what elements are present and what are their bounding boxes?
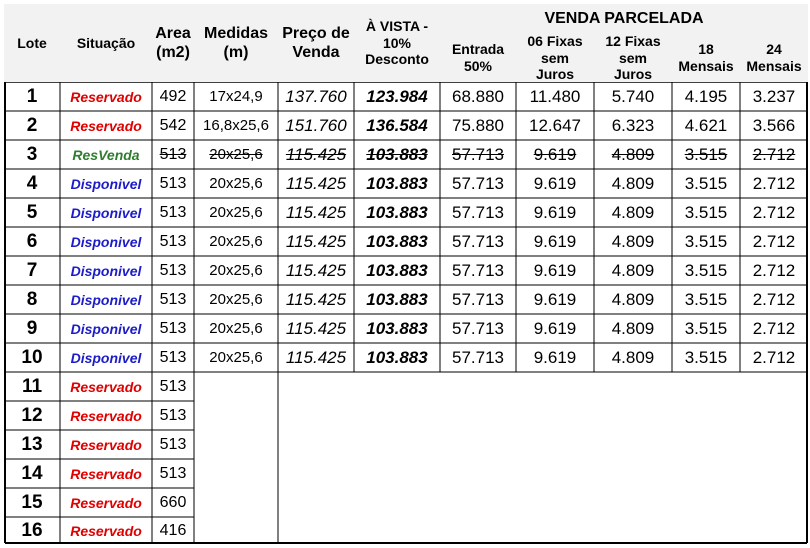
area-value: 416 [159, 521, 187, 539]
a-vista-value: 103.883 [366, 202, 428, 222]
situacao-status: Reservado [70, 522, 142, 539]
18-mensais-value: 3.515 [684, 260, 728, 280]
lote-number: 11 [21, 375, 43, 397]
preco-venda-value: 115.425 [285, 173, 347, 193]
24-mensais-value: 2.712 [752, 318, 796, 338]
entrada-value: 57.713 [452, 231, 504, 251]
situacao-status: Reservado [70, 494, 142, 511]
24-mensais-value: 2.712 [752, 144, 796, 164]
a-vista-value: 103.883 [366, 173, 428, 193]
18-mensais-value: 3.515 [684, 318, 728, 338]
12-fixas-value: 4.809 [611, 173, 655, 193]
12-fixas-value: 5.740 [611, 86, 655, 106]
lote-number: 16 [21, 519, 43, 541]
lote-number: 14 [21, 462, 43, 484]
area-value: 513 [159, 319, 187, 337]
12-fixas-value: 4.809 [611, 260, 655, 280]
06-fixas-value: 12.647 [529, 115, 581, 135]
header-medidas: Medidas (m) [194, 4, 278, 82]
preco-venda-value: 115.425 [285, 260, 347, 280]
12-fixas-value: 6.323 [611, 115, 655, 135]
06-fixas-value: 9.619 [533, 347, 577, 367]
header-preco: Preço de Venda [278, 4, 354, 82]
area-value: 513 [159, 232, 187, 250]
medidas-value: 17x24,9 [209, 88, 263, 105]
12-fixas-value: 4.809 [611, 289, 655, 309]
area-value: 492 [159, 87, 187, 105]
06-fixas-value: 9.619 [533, 318, 577, 338]
area-value: 513 [159, 203, 187, 221]
situacao-status: Reservado [70, 88, 142, 105]
entrada-value: 57.713 [452, 144, 504, 164]
medidas-value: 20x25,6 [209, 233, 263, 250]
a-vista-value: 103.883 [366, 231, 428, 251]
12-fixas-value: 4.809 [611, 318, 655, 338]
lote-number: 12 [21, 404, 43, 426]
area-value: 513 [159, 377, 187, 395]
lote-number: 7 [26, 259, 38, 281]
header-12-fixas: 12 Fixas sem Juros [594, 34, 672, 82]
header-24-mensais: 24 Mensais [740, 34, 808, 82]
a-vista-value: 103.883 [366, 260, 428, 280]
a-vista-value: 123.984 [366, 86, 428, 106]
medidas-value: 20x25,6 [209, 291, 263, 308]
12-fixas-value: 4.809 [611, 231, 655, 251]
area-value: 513 [159, 435, 187, 453]
a-vista-value: 136.584 [366, 115, 428, 135]
medidas-value: 20x25,6 [209, 320, 263, 337]
situacao-status: Disponivel [70, 349, 142, 366]
12-fixas-value: 4.809 [611, 144, 655, 164]
24-mensais-value: 2.712 [752, 289, 796, 309]
medidas-value: 20x25,6 [209, 262, 263, 279]
header-entrada: Entrada 50% [440, 34, 516, 82]
situacao-status: Reservado [70, 378, 142, 395]
situacao-status: Disponivel [70, 291, 142, 308]
situacao-status: Disponivel [70, 233, 142, 250]
header-a-vista: À VISTA - 10% Desconto [354, 4, 440, 82]
medidas-value: 20x25,6 [209, 349, 263, 366]
18-mensais-value: 4.195 [684, 86, 728, 106]
header-lote: Lote [4, 4, 60, 82]
area-value: 513 [159, 406, 187, 424]
preco-venda-value: 115.425 [285, 144, 347, 164]
a-vista-value: 103.883 [366, 289, 428, 309]
area-value: 660 [159, 493, 187, 511]
18-mensais-value: 4.621 [684, 115, 728, 135]
entrada-value: 75.880 [452, 115, 504, 135]
lote-number: 4 [26, 172, 38, 194]
medidas-value: 20x25,6 [209, 146, 263, 163]
preco-venda-value: 137.760 [285, 86, 347, 106]
lote-number: 3 [26, 143, 38, 165]
situacao-status: Reservado [70, 465, 142, 482]
area-value: 513 [159, 290, 187, 308]
a-vista-value: 103.883 [366, 347, 428, 367]
06-fixas-value: 9.619 [533, 231, 577, 251]
area-value: 513 [159, 348, 187, 366]
entrada-value: 57.713 [452, 173, 504, 193]
situacao-status: Reservado [70, 117, 142, 134]
header-18-mensais: 18 Mensais [672, 34, 740, 82]
06-fixas-value: 9.619 [533, 260, 577, 280]
preco-venda-value: 115.425 [285, 202, 347, 222]
18-mensais-value: 3.515 [684, 289, 728, 309]
lote-number: 5 [26, 201, 38, 223]
12-fixas-value: 4.809 [611, 202, 655, 222]
header-venda-parcelada: VENDA PARCELADA [440, 4, 808, 34]
24-mensais-value: 3.566 [752, 115, 796, 135]
entrada-value: 57.713 [452, 202, 504, 222]
header-situacao: Situação [60, 4, 152, 82]
situacao-status: Disponivel [70, 175, 142, 192]
06-fixas-value: 9.619 [533, 202, 577, 222]
preco-venda-value: 115.425 [285, 318, 347, 338]
preco-venda-value: 151.760 [285, 115, 347, 135]
24-mensais-value: 3.237 [752, 86, 796, 106]
area-value: 513 [159, 145, 187, 163]
24-mensais-value: 2.712 [752, 173, 796, 193]
header-06-fixas: 06 Fixas sem Juros [516, 34, 594, 82]
lote-number: 1 [26, 85, 38, 107]
18-mensais-value: 3.515 [684, 202, 728, 222]
entrada-value: 57.713 [452, 289, 504, 309]
24-mensais-value: 2.712 [752, 231, 796, 251]
a-vista-value: 103.883 [366, 144, 428, 164]
price-table [4, 4, 808, 544]
lote-number: 9 [26, 317, 38, 339]
24-mensais-value: 2.712 [752, 347, 796, 367]
area-value: 513 [159, 464, 187, 482]
header-area: Area (m2) [152, 4, 194, 82]
06-fixas-value: 11.480 [529, 86, 581, 106]
18-mensais-value: 3.515 [684, 173, 728, 193]
24-mensais-value: 2.712 [752, 260, 796, 280]
preco-venda-value: 115.425 [285, 347, 347, 367]
situacao-status: Reservado [70, 436, 142, 453]
18-mensais-value: 3.515 [684, 347, 728, 367]
lote-number: 15 [21, 491, 43, 513]
situacao-status: Disponivel [70, 262, 142, 279]
medidas-value: 16,8x25,6 [203, 117, 269, 134]
preco-venda-value: 115.425 [285, 231, 347, 251]
06-fixas-value: 9.619 [533, 173, 577, 193]
entrada-value: 57.713 [452, 347, 504, 367]
lote-number: 2 [26, 114, 38, 136]
area-value: 542 [159, 116, 187, 134]
situacao-status: ResVenda [72, 146, 140, 163]
entrada-value: 57.713 [452, 318, 504, 338]
lote-number: 13 [21, 433, 43, 455]
situacao-status: Disponivel [70, 204, 142, 221]
a-vista-value: 103.883 [366, 318, 428, 338]
situacao-status: Disponivel [70, 320, 142, 337]
lote-number: 10 [21, 346, 43, 368]
06-fixas-value: 9.619 [533, 289, 577, 309]
12-fixas-value: 4.809 [611, 347, 655, 367]
medidas-value: 20x25,6 [209, 175, 263, 192]
entrada-value: 57.713 [452, 260, 504, 280]
entrada-value: 68.880 [452, 86, 504, 106]
18-mensais-value: 3.515 [684, 144, 728, 164]
06-fixas-value: 9.619 [533, 144, 577, 164]
medidas-value: 20x25,6 [209, 204, 263, 221]
24-mensais-value: 2.712 [752, 202, 796, 222]
18-mensais-value: 3.515 [684, 231, 728, 251]
preco-venda-value: 115.425 [285, 289, 347, 309]
situacao-status: Reservado [70, 407, 142, 424]
lote-number: 6 [26, 230, 38, 252]
area-value: 513 [159, 174, 187, 192]
lote-number: 8 [26, 288, 38, 310]
area-value: 513 [159, 261, 187, 279]
